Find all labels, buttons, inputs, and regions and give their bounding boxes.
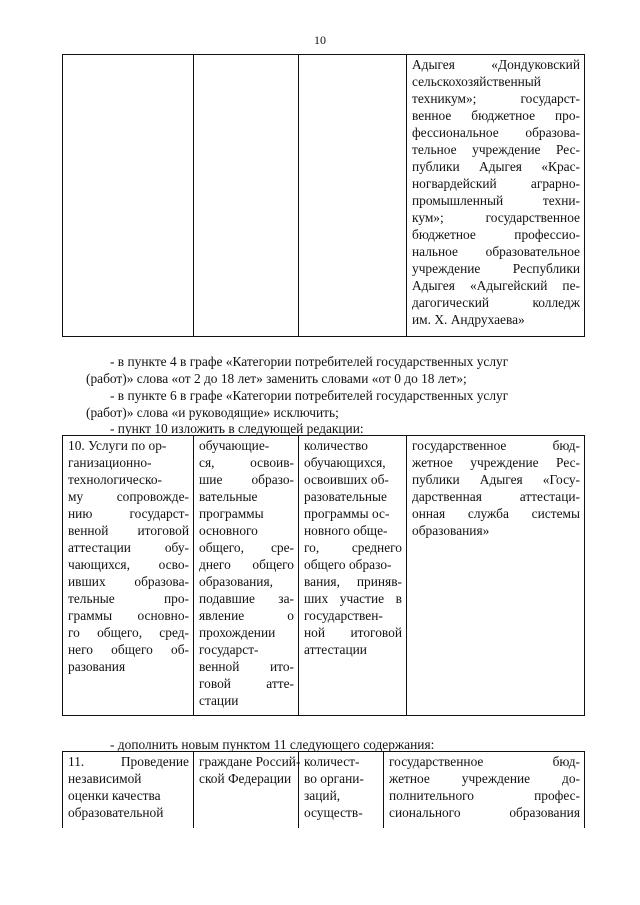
cell-line: ших участие в [304, 591, 402, 606]
cell-line: государственное бюд- [389, 754, 580, 769]
cell-line: вания, приняв- [304, 574, 402, 589]
cell-line: 10. Услуги по ор- [68, 438, 167, 453]
cell-line: чающихся, осво- [68, 557, 189, 572]
cell-line: ивших образова- [68, 574, 189, 589]
cell-line: аттестации [304, 642, 367, 657]
cell-line: образовательной [68, 805, 164, 820]
table-cell-empty [299, 55, 407, 337]
cell-line: сельскохозяйственный [412, 74, 541, 89]
table-cell-provider [407, 55, 585, 337]
cell-line: стации [199, 693, 239, 708]
cell-line: шие образо- [199, 472, 294, 487]
cell-line: ногвардейский аграрно- [412, 176, 580, 191]
amendment-item6-line2: (работ)» слова «и руководящие» исключить; [86, 405, 339, 420]
cell-line: учреждение Республики [412, 261, 580, 276]
table-cell-indicator [299, 436, 407, 716]
cell-line: публики Адыгея «Крас- [412, 159, 580, 174]
cell-line: количест- [304, 754, 360, 769]
cell-line: бюджетное профессио- [412, 227, 580, 242]
table-cell-consumers [194, 436, 299, 716]
cell-line: граммы основно- [68, 608, 189, 623]
cell-line: дагогический колледж [412, 295, 580, 310]
table-cell-provider [384, 752, 585, 828]
cell-line: ся, освоив- [199, 455, 294, 470]
cell-line: количество [304, 438, 368, 453]
cell-line: оценки качества [68, 788, 161, 803]
cell-line: подавшие за- [199, 591, 294, 606]
cell-line: Адыгея «Адыгейский пе- [412, 278, 580, 293]
page-number: 10 [314, 33, 326, 47]
cell-line: явление о [199, 608, 294, 623]
cell-line: жетное учреждение до- [389, 771, 580, 786]
cell-line: го общего, сред- [68, 625, 189, 640]
cell-line: кум»; государственное [412, 210, 580, 225]
cell-line: венной ито- [199, 659, 294, 674]
cell-line: программы [199, 506, 264, 521]
services-table-item10 [62, 435, 585, 716]
cell-line: граждане Россий- [199, 754, 301, 769]
cell-line: образования, [199, 574, 273, 589]
cell-line: дарственная аттестаци- [412, 489, 580, 504]
amendment-item11-intro: - дополнить новым пунктом 11 следующего содержания: [110, 737, 435, 752]
cell-line: независимой [68, 771, 142, 786]
amendment-item6-line1: - в пункте 6 в графе «Категории потребителей государственных услуг [110, 388, 509, 403]
cell-line: обучающие- [199, 438, 270, 453]
cell-line: техникум»; государст- [412, 91, 580, 106]
table-cell-indicator [299, 752, 384, 828]
cell-line: тельные про- [68, 591, 189, 606]
table-cell-service-name [63, 752, 194, 828]
cell-line: вательные [199, 489, 258, 504]
cell-line: тельное учреждение Рес- [412, 142, 580, 157]
cell-line: аттестации обу- [68, 540, 189, 555]
amendment-item4-line1: - в пункте 4 в графе «Категории потребителей государственных услуг [110, 354, 509, 369]
cell-line: Адыгея «Дондуковский [412, 57, 580, 72]
cell-line: осуществ- [304, 805, 363, 820]
cell-line: освоивших об- [304, 472, 389, 487]
cell-line: программы ос- [304, 506, 390, 521]
cell-line: сионального образования [389, 805, 580, 820]
cell-line: онная служба системы [412, 506, 580, 521]
cell-line: говой атте- [199, 676, 294, 691]
cell-line: общего образо- [304, 557, 392, 572]
cell-line: полнительного профес- [389, 788, 580, 803]
cell-line: нию государст- [68, 506, 189, 521]
cell-line: него общего об- [68, 642, 189, 657]
cell-line: фессиональное образова- [412, 125, 580, 140]
cell-line: публики Адыгея «Госу- [412, 472, 580, 487]
cell-line: общего, сре- [199, 540, 294, 555]
table-cell-provider [407, 436, 585, 716]
cell-line: образования» [412, 523, 490, 538]
cell-line: жетное учреждение Рес- [412, 455, 580, 470]
cell-line: венной итоговой [68, 523, 189, 538]
cell-line: ной итоговой [304, 625, 402, 640]
cell-line: основного [199, 523, 258, 538]
cell-line: днего общего [199, 557, 294, 572]
table-cell-empty [63, 55, 194, 337]
cell-line: промышленный техни- [412, 193, 580, 208]
amendment-item4-line2: (работ)» слова «от 2 до 18 лет» заменить словами «от 0 до 18 лет»; [86, 371, 467, 386]
cell-line: 11. Проведение [68, 754, 189, 769]
services-table-item11 [62, 751, 585, 828]
cell-line: государственное бюд- [412, 438, 580, 453]
cell-line: во органи- [304, 771, 364, 786]
cell-line: ганизационно- [68, 455, 152, 470]
cell-line: государст- [199, 642, 259, 657]
cell-line: разовательные [304, 489, 387, 504]
table-cell-consumers [194, 752, 299, 828]
cell-line: им. Х. Андрухаева» [412, 312, 525, 327]
services-table-continuation [62, 54, 585, 337]
cell-line: го, среднего [304, 540, 402, 555]
cell-line: ской Федерации [199, 771, 292, 786]
cell-line: заций, [304, 788, 341, 803]
cell-line: венное бюджетное про- [412, 108, 580, 123]
cell-line: разования [68, 659, 126, 674]
cell-line: новного обще- [304, 523, 388, 538]
cell-line: государствен- [304, 608, 383, 623]
cell-line: обучающихся, [304, 455, 386, 470]
table-cell-service-name [63, 436, 194, 716]
cell-line: нальное образовательное [412, 244, 580, 259]
cell-line: прохождении [199, 625, 276, 640]
table-cell-empty [194, 55, 299, 337]
cell-line: му сопровожде- [68, 489, 189, 504]
cell-line: технологическо- [68, 472, 162, 487]
amendment-item10-intro: - пункт 10 изложить в следующей редакции: [110, 421, 364, 436]
